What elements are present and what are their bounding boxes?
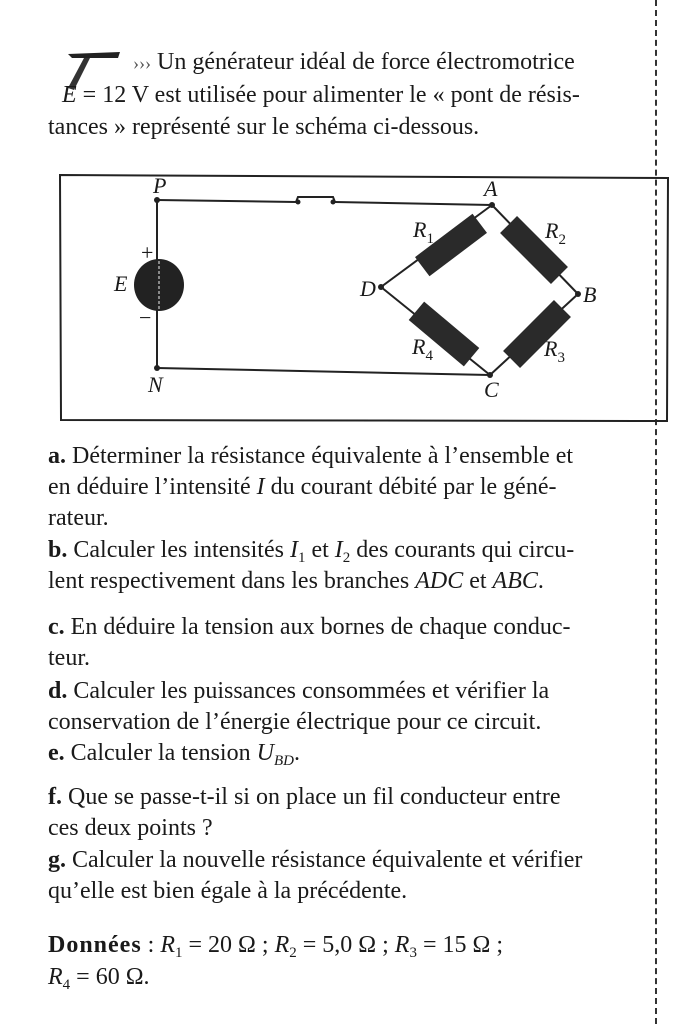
question-d-line-1: d. Calculer les puissances consommées et vérifier la	[48, 678, 550, 704]
resistor-label-r4: $R_4$	[412, 334, 433, 364]
question-b-line-2: lent respectivement dans les branches ADC et ABC.	[48, 568, 544, 594]
question-g-line-1: g. Calculer la nouvelle résistance équivalente et vérifier	[48, 847, 583, 873]
node-label-p: P	[153, 173, 167, 198]
generator-label: E	[114, 271, 128, 296]
resistor-label-r2: $R_2$	[545, 218, 566, 248]
node-label-a: A	[484, 176, 498, 201]
node-label-d: D	[360, 276, 376, 301]
intro-line-1: ››› Un générateur idéal de force électromotrice	[133, 49, 575, 75]
question-f-line-1: f. Que se passe-t-il si on place un fil conducteur entre	[48, 784, 561, 810]
difficulty-indicator: ›››	[133, 53, 151, 73]
intro-line-3: tances » représenté sur le schéma ci-dessous.	[48, 114, 480, 140]
plus-sign: +	[141, 240, 154, 265]
intro-line-2: E = 12 V est utilisée pour alimenter le « pont de résis-	[62, 82, 580, 108]
resistor-label-r1: $R_1$	[413, 217, 434, 247]
minus-sign: −	[139, 305, 152, 330]
data-line-2: $R_4 = 60$ Ω.	[48, 964, 150, 993]
question-b-line-1: b. Calculer les intensités $I_1$ et $I_2$ des courants qui circu-	[48, 537, 575, 566]
question-e: e. Calculer la tension $U_{BD}$.	[48, 740, 300, 769]
question-c-line-2: teur.	[48, 645, 90, 671]
question-a-line-1: a. Déterminer la résistance équivalente à l’ensemble et	[48, 443, 574, 469]
data-line-1: Données : $R_1 = 20$ Ω ; $R_2 = 5,0$ Ω ; $R_3 = 15$ Ω ;	[48, 932, 503, 961]
node-label-b: B	[583, 282, 597, 307]
circuit-diagram	[0, 0, 683, 430]
question-f-line-2: ces deux points ?	[48, 815, 213, 841]
question-d-line-2: conservation de l’énergie électrique pour ce circuit.	[48, 709, 542, 735]
question-c-line-1: c. En déduire la tension aux bornes de chaque conduc-	[48, 614, 571, 640]
node-label-n: N	[148, 372, 163, 397]
resistor-label-r3: $R_3$	[544, 336, 565, 366]
question-g-line-2: qu’elle est bien égale à la précédente.	[48, 878, 408, 904]
question-a-line-2: en déduire l’intensité I du courant débité par le géné-	[48, 474, 557, 500]
node-label-c: C	[484, 377, 499, 402]
question-a-line-3: rateur.	[48, 505, 109, 531]
